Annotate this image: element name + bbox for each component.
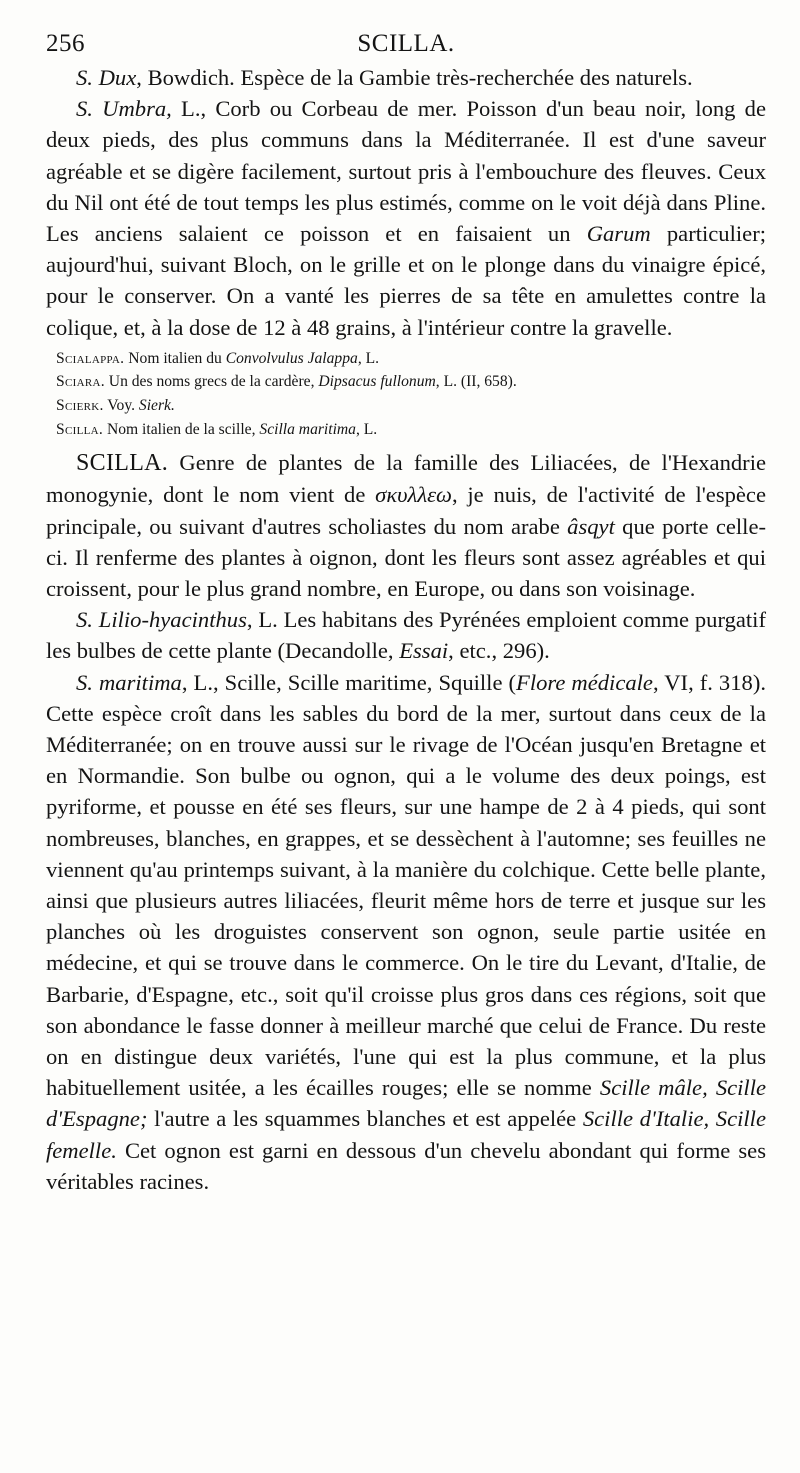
- cross-reference-entry: [46, 394, 766, 418]
- genus-abbrev: S.: [76, 96, 93, 122]
- entry-text: Genre de plantes de la famille des Liliacées, de l'Hexandrie monogynie, dont le nom vient de: [46, 450, 766, 508]
- entry-text: , VI, f. 318). Cette espèce croît dans les sables du bord de la mer, surtout dans ceux de la Méditerranée; on en trouve aussi sur le rivage de l'Océan jusqu'en Bretagne et en Normandie. Son bulbe ou ognon, qui a le volume des deux poings, est pyriforme, et pousse en été ses fleurs, sur une hampe de 2 à 4 pieds, qui sont nombreuses, blanches, en grappes, et se dessèchent à l'automne; ses feuilles ne viennent qu'au printemps suivant, à la manière du colchique. Cette belle plante, ainsi que plusieurs autres liliacées, fleurit même hors de terre et jusque sur les planches où les droguistes conservent son ognon, seule partie usitée en médecine, et qui se trouve dans le commerce. On le tire du Levant, d'Italie, de Barbarie, d'Espagne, etc., soit qu'il croisse plus gros dans ces régions, soit que son abondance le fasse donner à meilleur marché que celui de France. Du reste on en distingue deux variétés, l'une qui est la plus commune, et la plus habituellement usitée, a les écailles rouges; elle se nomme: [46, 669, 766, 1101]
- greek-word: σκυλλεω: [375, 482, 452, 508]
- emphasis: Scille mâle, Scille d'Espagne;: [46, 1075, 767, 1132]
- entry-text: , Bowdich. Espèce de la Gambie très-recherchée des naturels.: [136, 65, 693, 90]
- entry-text: Cet ognon est garni en dessous d'un chevelu abondant qui forme ses véritables racines.: [46, 1137, 766, 1194]
- emphasis: Essai: [399, 638, 449, 664]
- cross-reference-list: [46, 347, 766, 441]
- entry-head: Scierk.: [56, 397, 104, 415]
- species-name: Umbra,: [102, 96, 172, 122]
- entry-text: , L.: [355, 420, 378, 438]
- running-title: SCILLA.: [357, 30, 455, 57]
- entry-text: Voy.: [103, 397, 139, 415]
- entry-scilla-maritima: [46, 667, 766, 1197]
- cross-reference-entry: [46, 418, 766, 442]
- emphasis: Convolvulus Jalappa: [225, 349, 358, 367]
- emphasis: Scilla maritima: [259, 420, 356, 438]
- running-head: [46, 22, 766, 62]
- entry-text: particulier; aujourd'hui, suivant Bloch, on le grille et on le plonge dans du vinaigre épicé, pour le conserver. On a vanté les pierres de sa tête en amulettes contre la colique, et, à la dose de 12 à 48 grains, à l'intérieur contre la gravelle.: [46, 221, 766, 340]
- entry-head: Sciara.: [56, 373, 105, 391]
- entry-text: , L.: [357, 349, 380, 367]
- entry-text: Nom italien de la scille,: [103, 420, 260, 438]
- species-name: maritima: [98, 669, 182, 695]
- cross-reference-entry: [46, 370, 766, 394]
- cross-reference-entry: [46, 347, 766, 371]
- entry-text: l'autre a les squammes blanches et est appelée: [147, 1106, 583, 1132]
- entry-headword: SCILLA.: [76, 450, 169, 477]
- entry-text: , etc., 296).: [448, 638, 550, 664]
- entry-text: Nom italien du: [124, 349, 226, 367]
- species-name: Lilio-hyacinthus: [98, 607, 247, 633]
- entry-head: Scialappa.: [56, 349, 125, 367]
- genus-abbrev: S.: [76, 607, 93, 633]
- body-text: [46, 62, 766, 1197]
- entry-scilla-lilio-hyacinthus: [46, 604, 766, 666]
- emphasis: Sierk.: [138, 397, 175, 415]
- entry-text: , L. (II, 658).: [435, 373, 517, 391]
- entry-text: , L., Scille, Scille maritime, Squille (: [181, 669, 517, 695]
- species-name: Dux: [98, 65, 137, 90]
- entry-text: , L. Les habitans des Pyrénées emploient comme purgatif les bulbes de cette plante (Decandolle,: [46, 607, 766, 664]
- arabic-transliteration: âsqyt: [567, 513, 615, 539]
- emphasis: Garum: [586, 221, 651, 247]
- emphasis: Scille d'Italie, Scille femelle.: [46, 1106, 766, 1163]
- entry-text: L., Corb ou Corbeau de mer. Poisson d'un beau noir, long de deux pieds, des plus communs dans la Méditerranée. Il est d'une saveur agréable et se digère facilement, surtout pris à l'embouchure des fleuves. Ceux du Nil ont été de tout temps les plus estimés, comme on le voit déjà dans Pline. Les anciens salaient ce poisson et en faisaient un: [46, 96, 766, 247]
- entry-scilla-genus: [46, 447, 766, 604]
- entry-scilla-umbra: [46, 93, 766, 343]
- entry-scilla-dux: [46, 62, 766, 93]
- entry-text: que porte celle-ci. Il renferme des plantes à oignon, dont les fleurs sont assez agréables et qui croissent, pour le plus grand nombre, en Europe, ou dans son voisinage.: [46, 513, 767, 602]
- entry-text: , je nuis, de l'activité de l'espèce principale, ou suivant d'autres scholiastes du nom arabe: [46, 482, 766, 539]
- emphasis: Dipsacus fullonum: [318, 373, 436, 391]
- page-number: 256: [46, 30, 85, 57]
- entry-head: Scilla.: [56, 420, 104, 438]
- genus-abbrev: S.: [76, 65, 93, 90]
- emphasis: Flore médicale: [516, 669, 653, 695]
- genus-abbrev: S.: [76, 669, 93, 695]
- entry-text: Un des noms grecs de la cardère,: [104, 373, 319, 391]
